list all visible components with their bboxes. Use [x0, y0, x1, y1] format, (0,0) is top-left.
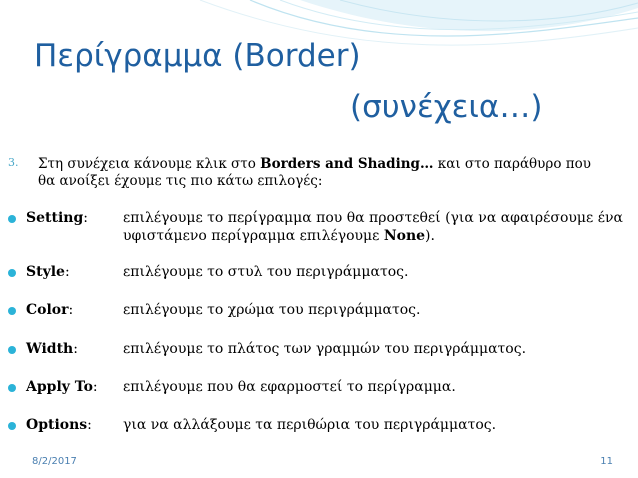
- bullet-apply-to: [8, 378, 628, 396]
- desc-after: ).: [425, 228, 435, 245]
- bullet-options: [8, 416, 628, 434]
- term-label: Color: [26, 302, 69, 318]
- bullet-desc: επιλέγουμε που θα εφαρμοστεί το περίγραμμα.: [123, 379, 456, 395]
- bullet-desc: για να αλλάξουμε τα περιθώρια του περιγράμματος.: [123, 417, 497, 433]
- term-suffix: :: [64, 264, 70, 280]
- bullet-setting: [8, 209, 628, 245]
- bullet-term: [26, 378, 98, 396]
- bullet-icon: [8, 384, 16, 392]
- step-text-bold: Borders and Shading…: [260, 156, 434, 172]
- bullet-desc: επιλέγουμε το πλάτος των γραμμών του περιγράμματος.: [123, 341, 527, 357]
- term-label: Apply To: [26, 379, 93, 395]
- bullet-term: [26, 263, 70, 281]
- bullet-term: [26, 209, 88, 227]
- desc-text: επιλέγουμε το περίγραμμα που θα προστεθεί (για να αφαιρέσουμε ένα υφιστάμενο περίγραμμα επιλέγουμε: [123, 210, 623, 245]
- term-suffix: :: [87, 417, 92, 433]
- bullet-color: [8, 301, 628, 319]
- term-label: Style: [26, 264, 65, 280]
- bullet-desc: επιλέγουμε το χρώμα του περιγράμματος.: [123, 302, 421, 318]
- desc-bold: None: [383, 228, 426, 245]
- page-number: 11: [600, 456, 613, 467]
- bullet-term: [26, 301, 73, 319]
- bullet-desc: [123, 209, 623, 245]
- numbered-step: [8, 156, 618, 190]
- step-number: 3.: [8, 156, 19, 169]
- bullet-icon: [8, 307, 16, 315]
- bullet-width: [8, 340, 628, 358]
- term-label: Options: [26, 417, 88, 433]
- bullet-desc: επιλέγουμε το στυλ του περιγράμματος.: [123, 264, 409, 280]
- term-suffix: :: [92, 379, 98, 395]
- bullet-term: [26, 340, 78, 358]
- slide-title-continued: (συνέχεια…): [350, 89, 543, 125]
- term-label: Width: [26, 341, 74, 357]
- bullet-icon: [8, 215, 16, 223]
- step-text: [38, 156, 608, 190]
- bullet-icon: [8, 269, 16, 277]
- term-label: Setting: [26, 210, 84, 226]
- bullet-icon: [8, 422, 16, 430]
- slide-title: Περίγραμμα (Border): [34, 38, 361, 74]
- term-suffix: :: [73, 341, 78, 357]
- bullet-term: [26, 416, 92, 434]
- bullet-icon: [8, 346, 16, 354]
- term-suffix: :: [83, 210, 88, 226]
- footer-date: 8/2/2017: [32, 456, 77, 467]
- step-text-before: Στη συνέχεια κάνουμε κλικ στο: [38, 156, 261, 172]
- step-text-after: και στο παράθυρο που θα ανοίξει έχουμε τις πιο κάτω επιλογές:: [38, 156, 591, 189]
- bullet-style: [8, 263, 628, 281]
- term-suffix: :: [68, 302, 74, 318]
